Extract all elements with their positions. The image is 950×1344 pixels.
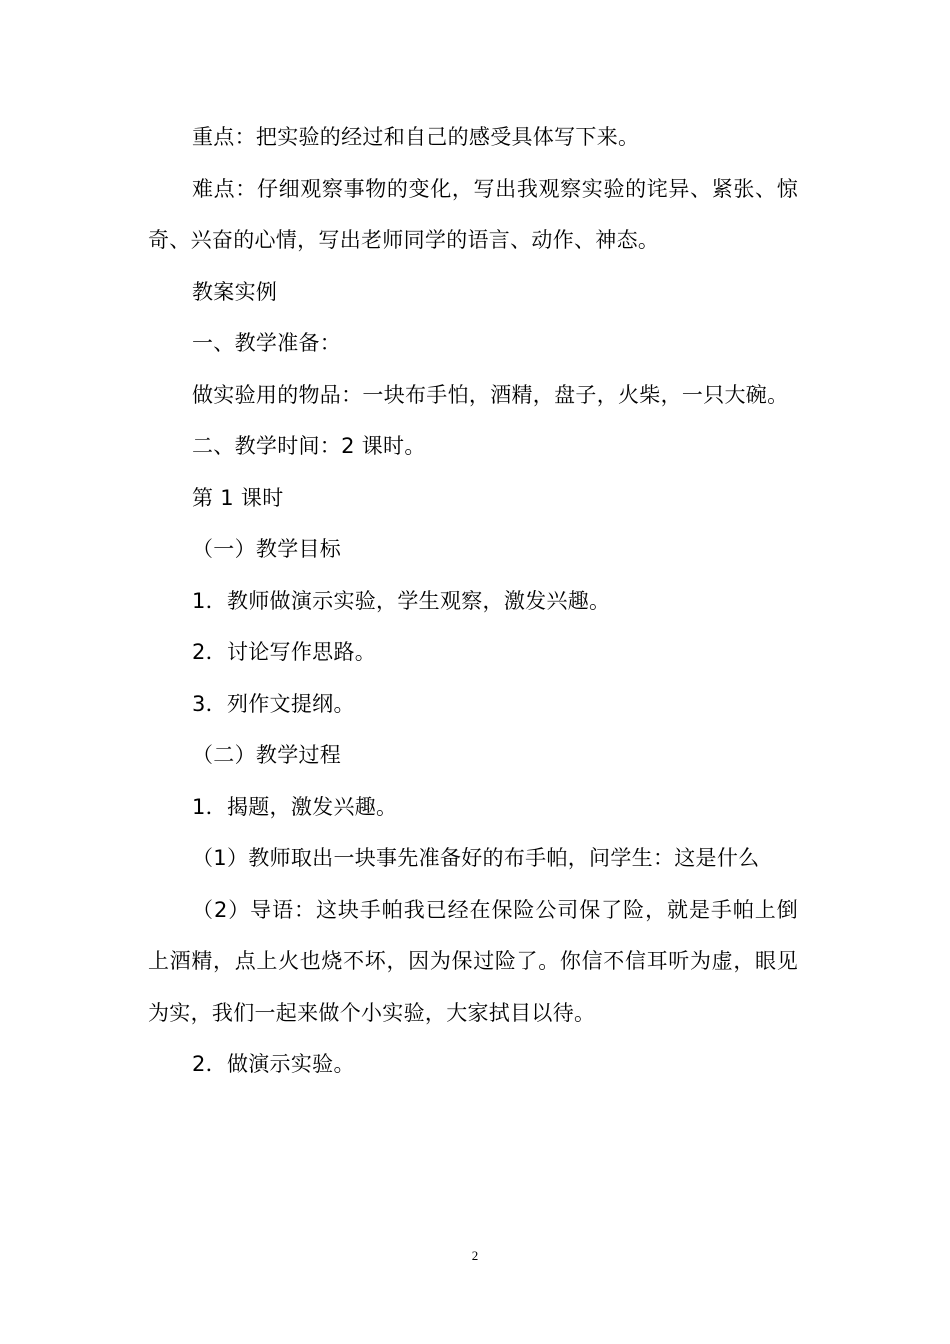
- paragraph-process-step-2: 2．做演示实验。: [192, 1052, 355, 1076]
- paragraph-process-step-1-2: （2）导语：这块手帕我已经在保险公司保了险，就是手帕上倒上酒精，点上火也烧不坏，因为保过险了。你信不信耳听为虚，眼见为实，我们一起来做个小实验，大家拭目以待。: [148, 897, 798, 1025]
- document-body: [148, 112, 798, 1091]
- paragraph-teaching-time: 二、教学时间：2 课时。: [192, 434, 426, 458]
- paragraph-lesson-example-heading: 教案实例: [192, 279, 278, 304]
- paragraph-teaching-preparation-heading: 一、教学准备：: [192, 331, 342, 355]
- page-number: 2: [471, 1248, 479, 1263]
- paragraph-objectives-heading: （一）教学目标: [192, 537, 342, 561]
- paragraph-process-heading: （二）教学过程: [192, 743, 342, 767]
- paragraph-objective-2: 2．讨论写作思路。: [192, 640, 377, 664]
- paragraph-process-step-1-1: （1）教师取出一块事先准备好的布手帕，问学生：这是什么: [192, 846, 760, 870]
- paragraph-process-step-1: 1．揭题，激发兴趣。: [192, 794, 398, 819]
- paragraph-key-point: 重点：把实验的经过和自己的感受具体写下来。: [192, 125, 640, 149]
- paragraph-experiment-items: 做实验用的物品：一块布手怕，酒精，盘子，火柴，一只大碗。: [192, 382, 789, 407]
- paragraph-objective-3: 3．列作文提纲。: [192, 691, 355, 716]
- paragraph-objective-1: 1．教师做演示实验，学生观察，激发兴趣。: [192, 588, 611, 613]
- paragraph-lesson-one-heading: 第 1 课时: [192, 485, 284, 510]
- paragraph-difficulty: 难点：仔细观察事物的变化，写出我观察实验的诧异、紧张、惊奇、兴奋的心情，写出老师同学的语言、动作、神态。: [148, 176, 798, 252]
